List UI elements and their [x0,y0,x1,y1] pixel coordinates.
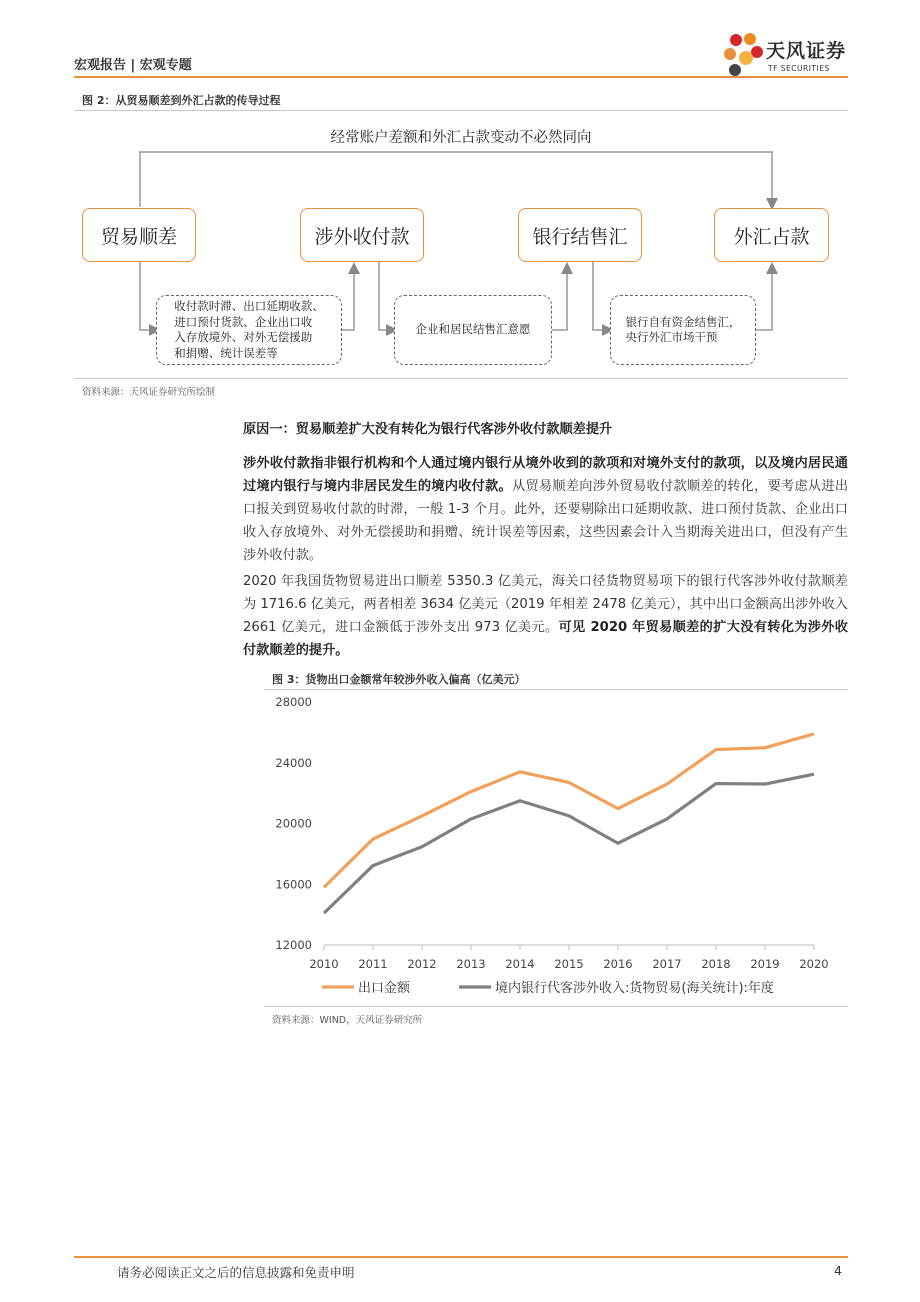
box-foreign-payments: 涉外收付款 [300,208,424,262]
paragraph-2-bold: 可见 2020 年贸易顺差的扩大没有转化为涉外收付款顺差的提升。 [243,620,848,658]
note1-line: 入存放境外、对外无偿援助 [174,330,313,344]
x-tick-label: 2017 [652,957,682,971]
box-trade-surplus: 贸易顺差 [82,208,196,262]
figure3-bottom-rule [264,1006,848,1007]
section-heading: 原因一：贸易顺差扩大没有转化为银行代客涉外收付款顺差提升 [243,422,613,437]
legend-label: 境内银行代客涉外收入:货物贸易(海关统计):年度 [495,981,774,996]
company-logo [722,30,852,78]
figure3-title: 图 3：货物出口金额常年较涉外收入偏高（亿美元） [272,673,526,686]
x-tick-label: 2014 [505,957,535,971]
series-lines [324,734,814,913]
figure2-top-rule [74,110,848,111]
x-tick-label: 2020 [799,957,829,971]
series-line-0 [324,734,814,887]
note1-line: 进口预付货款、企业出口收 [174,314,313,329]
series-line-1 [324,774,814,913]
figure3-source: 资料来源：WIND，天风证券研究所 [272,1015,423,1026]
x-tick-label: 2012 [407,957,437,971]
x-tick-label: 2016 [603,957,633,971]
note3-line: 银行自有资金结售汇， [625,314,741,329]
paragraph-2-rest: 2020 年我国货物贸易进出口顺差 5350.3 亿美元，海关口径货物贸易项下的银行代客涉外收付款顺差为 1716.6 亿美元，两者相差 3634 亿美元（2019 年相差 2478 亿美元），其中出口金额高出涉外收入 2661 亿美元，进口金额低于涉外支出 973 亿美元。 [243,574,848,635]
logo-petal-icon [722,30,766,78]
y-tick-label: 16000 [275,877,312,892]
paragraph-1-rest: 从贸易顺差向涉外贸易收付款顺差的转化，要考虑从进出口报关到贸易收付款的时滞，一般 1-3 个月。此外，还要剔除出口延期收款、进口预付货款、企业出口收入存放境外、对外无偿援助和捐赠、统计误差等因素，这些因素会计入当期海关进出口，但没有产生涉外收付款。 [243,479,849,563]
x-tick-label: 2019 [750,957,780,971]
paragraph-2 [243,570,848,662]
y-axis [275,695,312,952]
y-tick-label: 12000 [275,938,312,952]
note1-line: 和捐赠、统计误差等 [174,345,278,360]
footer-divider [74,1256,848,1258]
chart-legend [322,980,774,996]
x-tick-label: 2015 [554,957,584,971]
figure2-bottom-rule [74,378,848,379]
x-tick-label: 2011 [358,957,388,971]
note1-line: 收付款时滞、出口延期收款、 [174,299,324,313]
note-timing-factors [156,295,342,365]
y-tick-label: 28000 [275,695,312,709]
export-vs-receipts-chart [264,690,848,1010]
note-central-bank [610,295,756,365]
page-number: 4 [834,1263,842,1278]
x-axis [309,945,828,971]
legend-label: 出口金额 [358,981,411,996]
note2-line: 企业和居民结售汇意愿 [415,322,531,337]
transmission-diagram [74,112,848,377]
logo-text-en: TF SECURITIES [768,64,830,73]
paragraph-1-bold: 涉外收付款指非银行机构和个人通过境内银行从境外收到的款项和对境外支付的款项，以及境内居民通过境内银行与境内非居民发生的境内收付款。 [243,456,848,494]
x-tick-label: 2010 [309,957,339,971]
x-tick-label: 2018 [701,957,731,971]
note-settlement-willingness [394,295,552,365]
breadcrumb: 宏观报告 | 宏观专题 [74,58,192,73]
header-divider [74,76,848,78]
diagram-top-label: 经常账户差额和外汇占款变动不必然同向 [330,130,592,146]
box-fx-holdings: 外汇占款 [714,208,829,262]
figure2-title: 图 2：从贸易顺差到外汇占款的传导过程 [82,94,281,107]
paragraph-1 [243,452,848,567]
logo-text-cn: 天风证券 [766,40,847,62]
y-tick-label: 20000 [275,816,312,831]
box-bank-fx-settlement: 银行结售汇 [518,208,642,262]
x-tick-label: 2013 [456,957,486,971]
y-tick-label: 24000 [275,755,312,770]
footer-disclaimer: 请务必阅读正文之后的信息披露和免责申明 [117,1265,355,1280]
note3-line: 央行外汇市场干预 [625,330,718,344]
figure2-source: 资料来源：天风证券研究所绘制 [82,387,216,398]
